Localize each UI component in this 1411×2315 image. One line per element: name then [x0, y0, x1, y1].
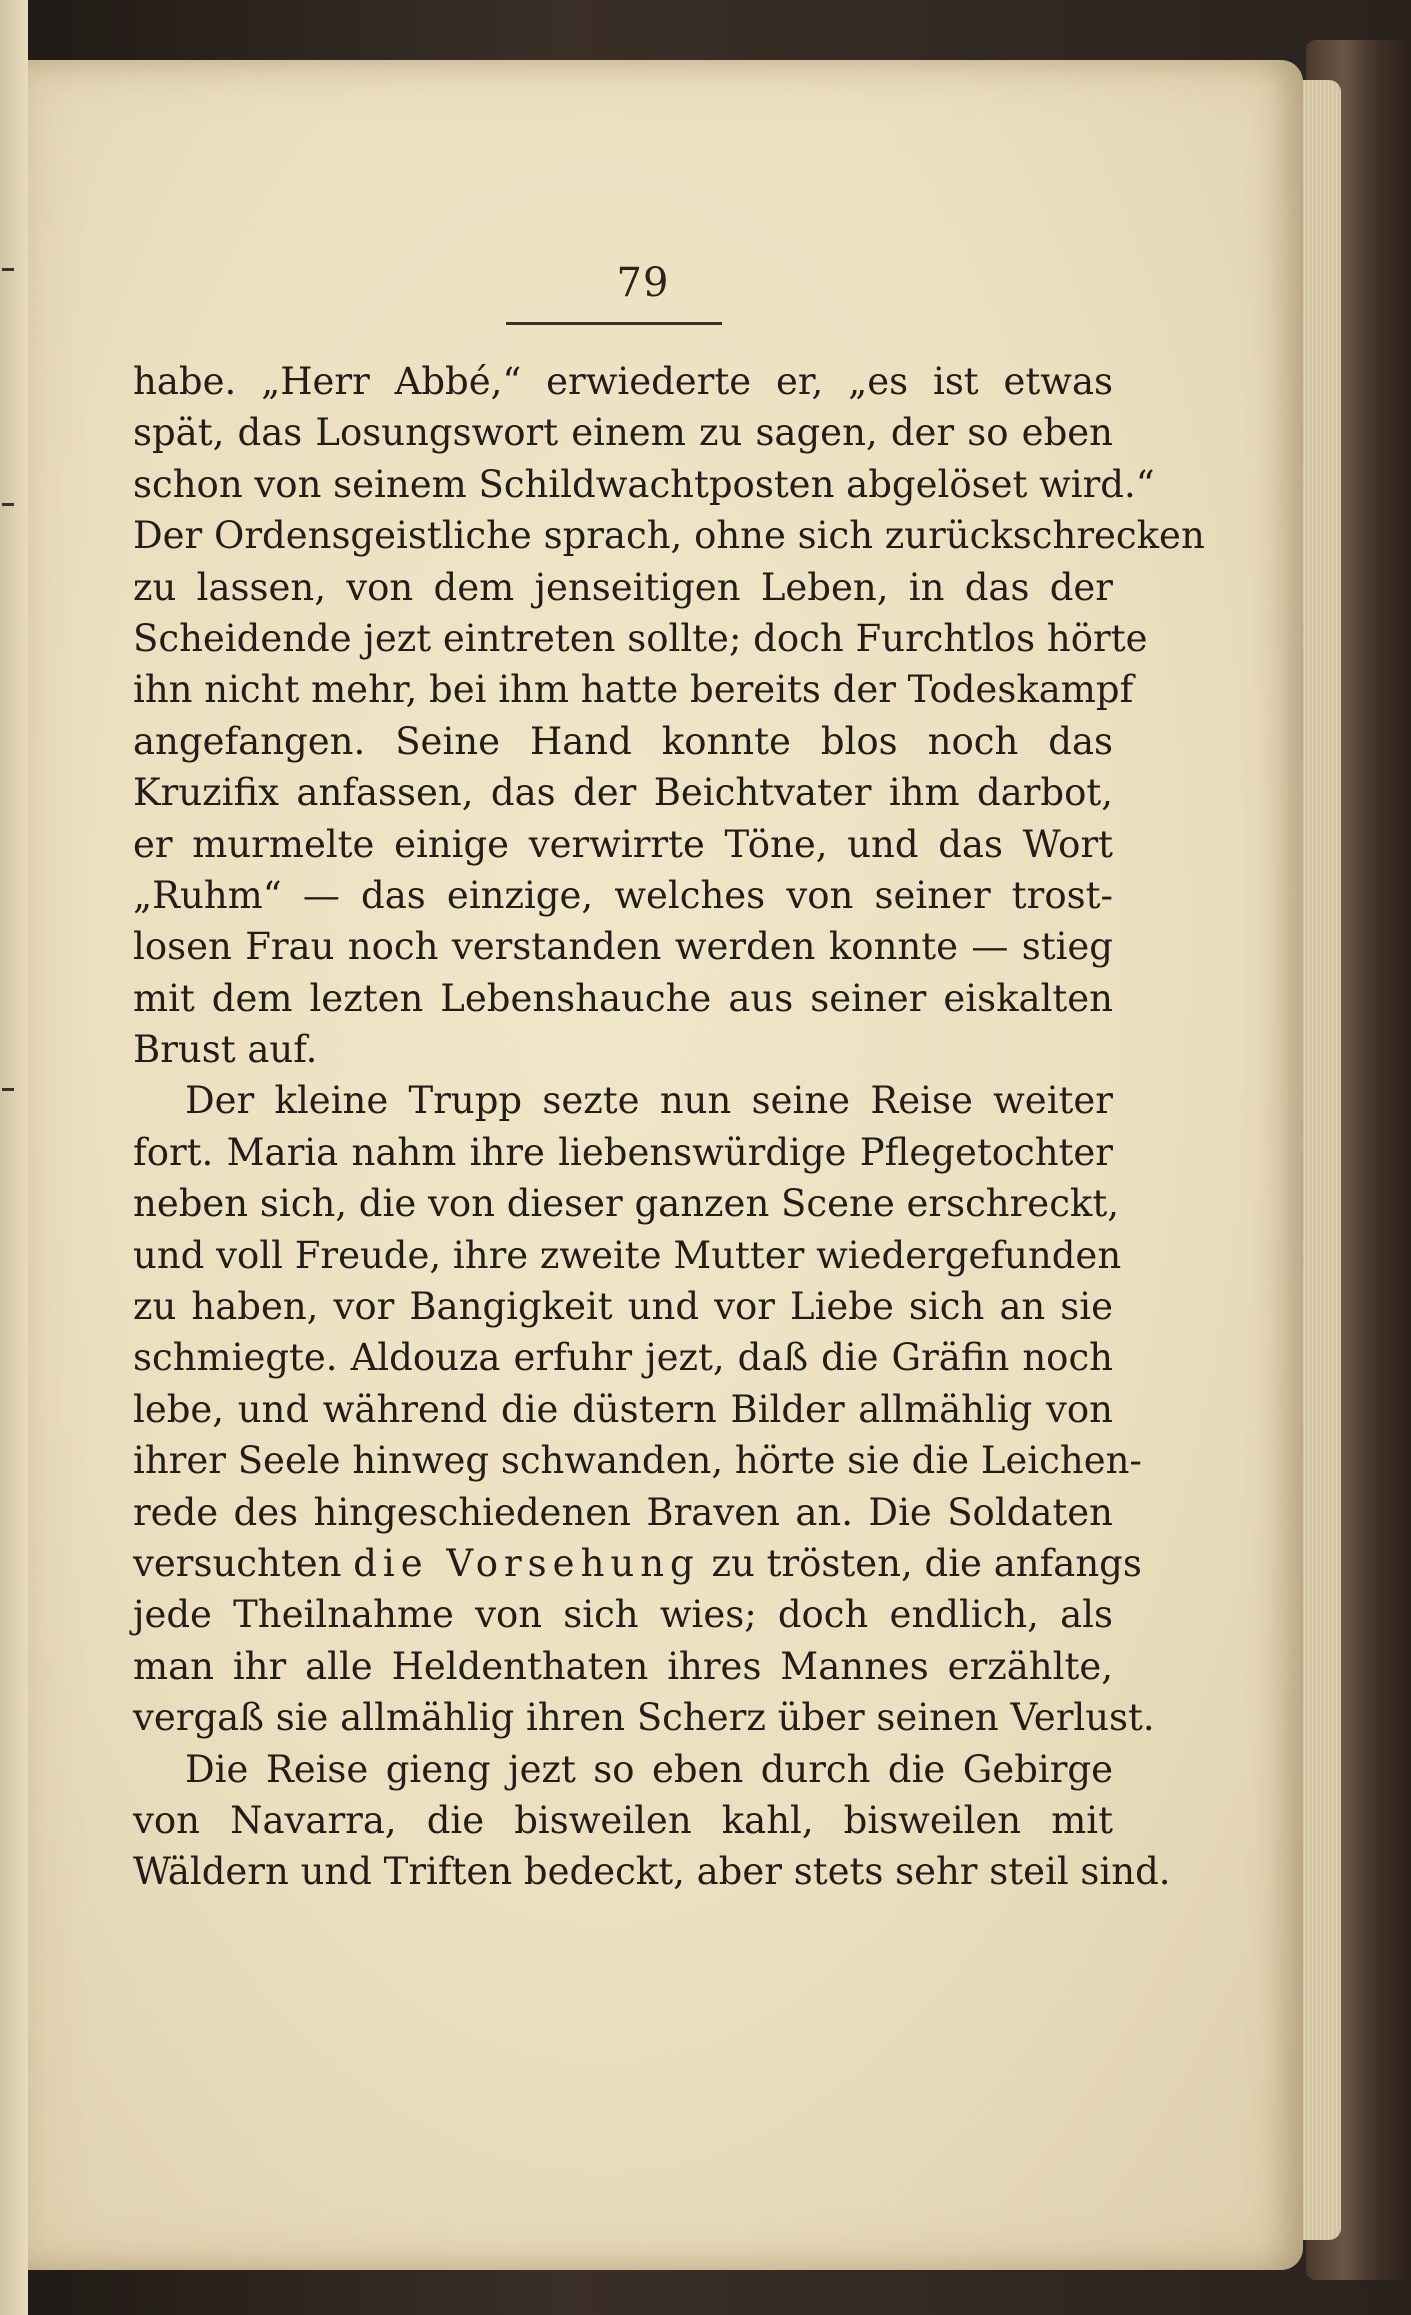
text-line: Scheidende jezt eintreten sollte; doch Furchtlos hörte: [133, 616, 1148, 660]
text-line: Brust auf.: [133, 1028, 318, 1072]
text-line: [133, 1538, 1142, 1589]
text-line: jede Theilnahme von sich wies; doch endlich, als: [133, 1593, 1113, 1637]
text-line: Kruzifix anfassen, das der Beichtvater ihm darbot,: [133, 771, 1113, 815]
text-line: vergaß sie allmählig ihren Scherz über seinen Verlust.: [133, 1696, 1155, 1740]
text-line: und voll Freude, ihre zweite Mutter wiedergefunden: [133, 1233, 1122, 1277]
text-line: Wäldern und Triften bedeckt, aber stets sehr steil sind.: [133, 1850, 1171, 1894]
text-line: neben sich, die von dieser ganzen Scene erschreckt,: [133, 1182, 1119, 1226]
text-line: lebe, und während die düstern Bilder allmählig von: [133, 1387, 1113, 1431]
text-line: ihrer Seele hinweg schwanden, hörte sie die Leichen-: [133, 1439, 1142, 1483]
text-line: Die Reise gieng jezt so eben durch die Gebirge: [185, 1747, 1113, 1791]
margin-mark: [2, 268, 14, 271]
page: [28, 60, 1303, 2270]
facing-page-edge: [0, 0, 28, 2315]
text-line: schon von seinem Schildwachtposten abgelöset wird.“: [133, 462, 1155, 506]
spaced-emphasis: die Vorsehung: [353, 1541, 700, 1585]
text-line: habe. „Herr Abbé,“ erwiederte er, „es ist etwas: [133, 360, 1113, 403]
text-line: von Navarra, die bisweilen kahl, bisweilen mit: [133, 1798, 1113, 1842]
margin-mark: [2, 1088, 14, 1091]
text-line: Der kleine Trupp sezte nun seine Reise weiter: [185, 1079, 1113, 1123]
text-line: zu haben, vor Bangigkeit und vor Liebe sich an sie: [133, 1285, 1113, 1329]
text-line: mit dem lezten Lebenshauche aus seiner eiskalten: [133, 976, 1113, 1020]
text-line: spät, das Losungswort einem zu sagen, der so eben: [133, 411, 1113, 455]
text-line: zu lassen, von dem jenseitigen Leben, in das der: [133, 565, 1113, 609]
body-text: [133, 356, 1205, 1898]
page-number: 79: [616, 260, 670, 306]
text-line: er murmelte einige verwirrte Töne, und das Wort: [133, 822, 1113, 866]
header-rule: [506, 322, 722, 325]
text-line: losen Frau noch verstanden werden konnte — stieg: [133, 925, 1113, 969]
text-line: man ihr alle Heldenthaten ihres Mannes erzählte,: [133, 1644, 1113, 1688]
text-line: ihn nicht mehr, bei ihm hatte bereits der Todeskampf: [133, 668, 1134, 712]
text-line: Der Ordensgeistliche sprach, ohne sich zurückschrecken: [133, 514, 1205, 558]
text-line: rede des hingeschiedenen Braven an. Die Soldaten: [133, 1490, 1113, 1534]
text-line: fort. Maria nahm ihre liebenswürdige Pflegetochter: [133, 1130, 1113, 1174]
text-line: angefangen. Seine Hand konnte blos noch das: [133, 719, 1113, 763]
text-segment: versuchten: [133, 1541, 342, 1585]
text-line: schmiegte. Aldouza erfuhr jezt, daß die Gräfin noch: [133, 1336, 1113, 1380]
text-segment: zu trösten, die anfangs: [711, 1541, 1142, 1585]
margin-mark: [2, 503, 14, 506]
text-line: „Ruhm“ — das einzige, welches von seiner trost-: [133, 873, 1113, 917]
